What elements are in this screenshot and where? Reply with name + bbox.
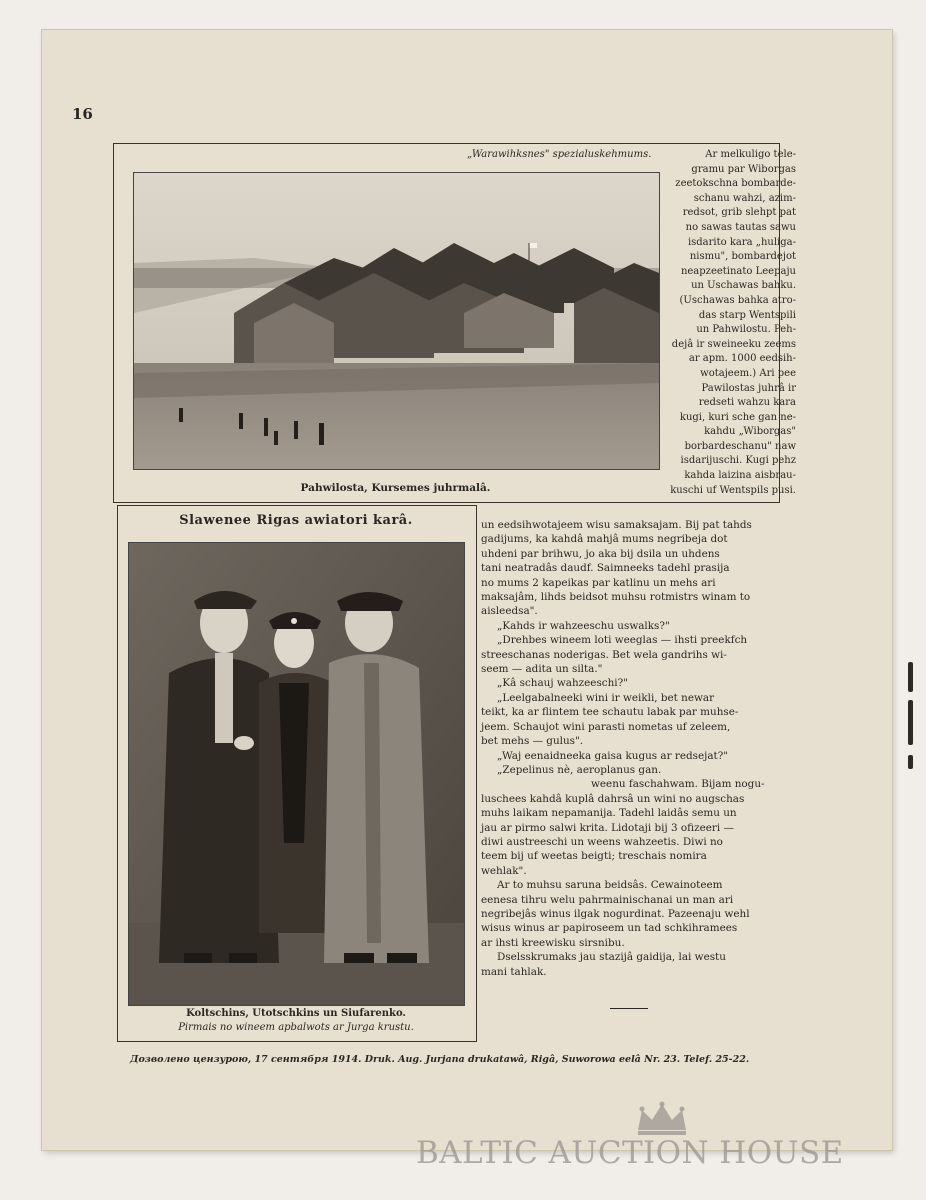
crown-icon	[634, 1100, 690, 1136]
side-line: das starp Wentspili	[698, 309, 796, 321]
text-line: wisus winus ar papiroseem un tad schkihramees	[481, 922, 738, 935]
village-photo	[133, 172, 660, 470]
text-line: weenu faschahwam. Bijam nogu-	[591, 778, 765, 791]
aviators-photo	[128, 542, 465, 1006]
side-line: wotajeem.) Ari pee	[700, 367, 796, 379]
text-line: jeem. Schaujot wini parasti nometas uf zeleem,	[481, 720, 731, 733]
text-line: luschees kahdâ kuplâ dahrsâ un wini no augschas	[481, 792, 745, 805]
text-line: „Drehbes wineem loti weeglas — ihsti preekfch	[497, 634, 748, 647]
side-line: redseti wahzu kara	[698, 397, 796, 409]
text-line: uhdeni par brihwu, jo aka bij dsila un uhdens	[481, 547, 720, 560]
question: „Kâ schauj wahzeeschi?"	[497, 677, 628, 690]
side-line: isdarito kara „huliga-	[687, 236, 796, 248]
side-line: Pawilostas juhrâ ir	[701, 382, 796, 394]
aviators-caption-note: Pirmais no wineem apbalwots ar Jurga krustu.	[178, 1022, 414, 1033]
text-line: „Leelgabalneeki wini ir weikli, bet newar	[497, 691, 715, 704]
side-line: no sawas tautas sawu	[685, 221, 796, 233]
village-illustration	[134, 173, 659, 469]
aviators-caption-names: Koltschins, Utotschkins un Siufarenko.	[186, 1008, 406, 1019]
text-line: mani tahlak.	[481, 965, 547, 978]
answer	[481, 763, 781, 878]
text-line: eenesa tihru welu pahrmainischanai un man ari	[481, 893, 734, 906]
text-line: aisleedsa".	[481, 605, 538, 618]
side-line: kuschi uf Wentspils pusi.	[670, 484, 796, 496]
side-line: Ar melkuligo tele-	[705, 149, 796, 160]
aviators-heading: Slawenee Rigas awiatori karâ.	[179, 513, 413, 528]
text-line: muhs laikam nepamanija. Tadehl laidâs semu un	[481, 807, 737, 820]
auction-watermark: BALTIC AUCTION HOUSE	[416, 1135, 844, 1171]
answer	[481, 691, 781, 749]
photo-credit: „Warawihksnes" spezialuskehmums.	[467, 149, 652, 160]
text-line: „Zepelinus nè, aeroplanus gan.	[497, 763, 662, 776]
village-photo-caption: Pahwilosta, Kursemes juhrmalâ.	[300, 482, 491, 494]
text-line: no mums 2 kapeikas par katlinu un mehs ari	[481, 576, 716, 589]
main-article-column	[481, 518, 781, 979]
side-line: gramu par Wiborgas	[691, 163, 796, 175]
paragraph	[481, 950, 781, 979]
side-line: un Pahwilostu. Peh-	[696, 324, 796, 336]
text-line: teikt, ka ar flintem tee schautu labak par muhse-	[481, 706, 739, 719]
ink-mark	[908, 662, 913, 692]
text-line: seem — adita un silta."	[481, 663, 603, 676]
side-line: kahdu „Wiborgas"	[704, 426, 796, 438]
side-line: neapzeetinato Leepaju	[680, 265, 796, 277]
text-line: diwi austreeschi un weens wahzeetis. Diwi no	[481, 835, 723, 848]
text-line: wehlak".	[481, 864, 527, 877]
side-line: zeetokschna bombarde-	[675, 178, 796, 190]
side-line: kahda laizina aisbrau-	[684, 470, 796, 482]
text-line: maksajâm, lihds beidsot muhsu rotmistrs winam to	[481, 591, 751, 604]
text-line: jau ar pirmo salwi krita. Lidotaji bij 3 ofizeeri —	[481, 821, 734, 834]
side-line: ar apm. 1000 eedsih-	[688, 353, 796, 365]
side-line: dejâ ir sweineeku zeems	[671, 338, 796, 350]
side-line: redsot, grib slehpt pat	[682, 207, 796, 219]
text-line: streeschanas noderigas. Bet wela gandrihs wi-	[481, 648, 727, 661]
side-line: (Uschawas bahka atro-	[679, 294, 796, 306]
text-line: negribejâs winus ilgak nogurdinat. Pazeenaju wehl	[481, 907, 750, 920]
side-line: isdarijuschi. Kugi pehz	[680, 455, 796, 467]
text-line: teem bij uf weetas beigti; treschais nomira	[481, 850, 707, 863]
ink-mark	[908, 755, 913, 769]
text-line: ar ihsti kreewisku sirsnibu.	[481, 936, 625, 949]
page-number: 16	[72, 105, 93, 123]
paragraph	[481, 518, 781, 619]
text-line: un eedsihwotajeem wisu samaksajam. Bij pat tahds	[481, 519, 752, 531]
question: „Kahds ir wahzeeschu uswalks?"	[497, 619, 670, 632]
ink-mark	[908, 700, 913, 745]
aviators-illustration	[129, 543, 464, 1005]
answer	[481, 633, 781, 676]
censorship-footer: Дозволено цензурою, 17 сентября 1914. Druk. Aug. Jurjana drukatawâ, Rigâ, Suworowa eelâ Nr. 23. Telef. 25-22.	[130, 1054, 750, 1065]
side-article-column	[664, 148, 796, 498]
text-line: tani neatradâs daudf. Saimneeks tadehl prasija	[481, 562, 730, 575]
side-line: kugi, kuri sche gan ne-	[679, 411, 796, 423]
text-line: Dselsskrumaks jau stazijâ gaidija, lai westu	[497, 951, 726, 964]
paragraph	[481, 878, 781, 950]
text-line: Ar to muhsu saruna beidsâs. Cewainoteem	[497, 879, 723, 892]
question: „Waj eenaidneeka gaisa kugus ar redsejat?"	[497, 749, 729, 762]
side-line: un Uschawas bahku.	[691, 280, 796, 292]
side-line: borbardeschanu" naw	[684, 440, 796, 452]
side-line: nismu", bombardejot	[689, 251, 796, 263]
text-line: bet mehs — gulus".	[481, 735, 584, 748]
article-end-rule	[610, 1008, 648, 1009]
text-line: gadijums, ka kahdâ mahjâ mums negribeja dot	[481, 533, 728, 546]
side-line: schanu wahzi, azim-	[693, 192, 796, 204]
